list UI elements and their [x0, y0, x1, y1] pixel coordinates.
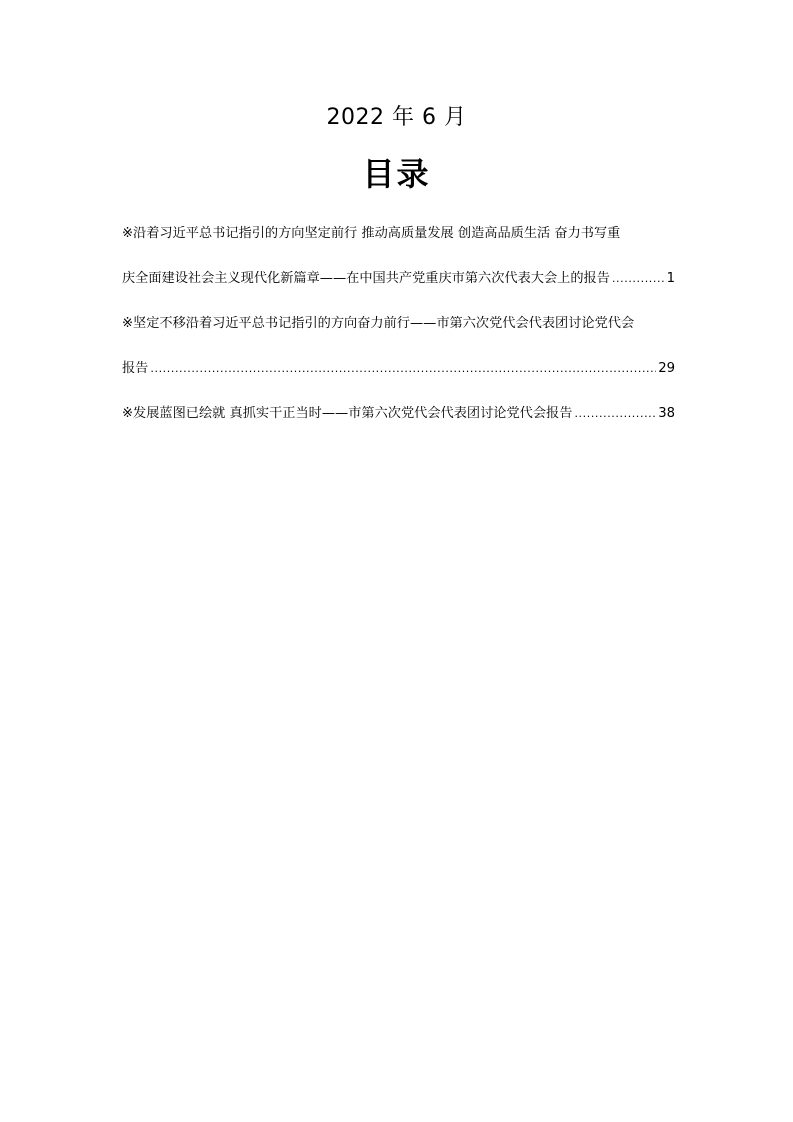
toc-dot-leader	[150, 357, 656, 381]
toc-entry-2-line-2[interactable]	[122, 357, 675, 381]
toc-entry-1-line-2[interactable]	[122, 267, 675, 291]
toc-entry-3-line-1[interactable]	[122, 402, 675, 426]
document-date: 2022 年 6 月	[326, 105, 467, 130]
table-of-contents	[122, 222, 675, 447]
toc-entry-2-title-part-2: 报告	[122, 361, 149, 376]
toc-entry-3-page-number: 38	[658, 406, 675, 421]
toc-entry-2-line-1[interactable]	[122, 312, 675, 336]
toc-entry-1-title-part-1: ※沿着习近平总书记指引的方向坚定前行 推动高质量发展 创造高品质生活 奋力书写重	[122, 226, 621, 241]
toc-entry-1-page-number: 1	[666, 271, 675, 286]
toc-entry-1-title-part-2: 庆全面建设社会主义现代化新篇章——在中国共产党重庆市第六次代表大会上的报告	[122, 271, 610, 286]
toc-entry-2-page-number: 29	[658, 361, 675, 376]
toc-heading: 目录	[362, 155, 431, 193]
toc-entry-1-line-1[interactable]	[122, 222, 675, 246]
toc-entry-2-title-part-1: ※坚定不移沿着习近平总书记指引的方向奋力前行——市第六次党代会代表团讨论党代会	[122, 316, 635, 331]
toc-dot-leader	[612, 267, 665, 291]
toc-dot-leader	[574, 402, 656, 426]
toc-entry-3-title: ※发展蓝图已绘就 真抓实干正当时——市第六次党代会代表团讨论党代会报告	[122, 406, 573, 421]
